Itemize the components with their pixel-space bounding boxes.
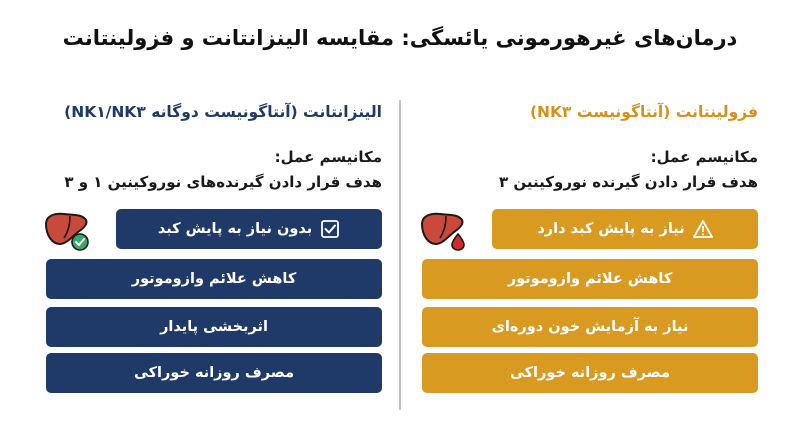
elinzanetant-heading: الینزانتانت (آنتاگونیست دوگانه NK۱/NK۳) <box>64 103 382 121</box>
elinzanetant-sustained-efficacy-box <box>46 307 382 347</box>
checkbox-icon <box>320 219 340 239</box>
liver-blood-icon <box>418 208 468 252</box>
elinzanetant-item-label: کاهش علائم وازوموتور <box>131 271 297 287</box>
elinzanetant-mechanism-label: مکانیسم عمل: <box>274 148 382 166</box>
elinzanetant-item-label: بدون نیاز به پایش کبد <box>157 221 313 237</box>
fezolinetant-item-label: مصرف روزانه خوراکی <box>509 365 671 381</box>
fezolinetant-mechanism-text: هدف قرار دادن گیرنده نوروکینین ۳ <box>499 173 758 191</box>
elinzanetant-mechanism-text: هدف قرار دادن گیرنده‌های نوروکینین ۱ و ۳ <box>64 173 382 191</box>
elinzanetant-vasomotor-box <box>46 259 382 299</box>
page-title: درمان‌های غیرهورمونی یائسگی: مقایسه الینزانتانت و فزولینتانت <box>62 26 738 50</box>
elinzanetant-daily-oral-box <box>46 353 382 393</box>
column-divider <box>399 100 401 410</box>
fezolinetant-heading: فزولینتانت (آنتاگونیست NK۳) <box>529 103 758 121</box>
fezolinetant-item-label: نیاز به پایش کبد دارد <box>537 221 685 237</box>
fezolinetant-mechanism-label: مکانیسم عمل: <box>650 148 758 166</box>
fezolinetant-vasomotor-box <box>422 259 758 299</box>
fezolinetant-blood-test-box <box>422 307 758 347</box>
elinzanetant-item-label: اثربخشی پایدار <box>160 319 268 335</box>
elinzanetant-no-liver-monitoring-box <box>116 209 382 249</box>
fezolinetant-item-label: کاهش علائم وازوموتور <box>507 271 673 287</box>
fezolinetant-item-label: نیاز به آزمایش خون دوره‌ای <box>491 319 689 335</box>
fezolinetant-liver-monitoring-box <box>492 209 758 249</box>
liver-check-icon <box>42 208 92 252</box>
elinzanetant-item-label: مصرف روزانه خوراکی <box>133 365 295 381</box>
fezolinetant-daily-oral-box <box>422 353 758 393</box>
warning-icon <box>693 219 713 239</box>
